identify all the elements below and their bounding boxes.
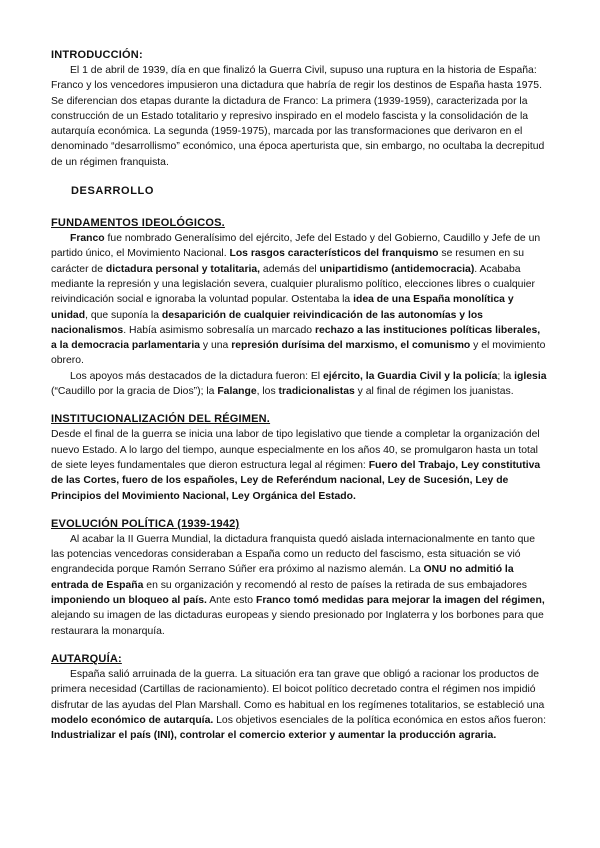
text-run: . Acababa mediante la represión y una legislación severa, cualquier pluralismo político, elecciones libres o cualquier reivindicación social e ignoraba la voluntad popular. Ostentaba la: [51, 263, 536, 306]
text-run: Los objetivos esenciales de la política económica en estos años fueron:: [213, 714, 546, 726]
text-run: , que suponía la: [85, 309, 162, 321]
section-introduccion: [51, 48, 548, 170]
bold-text-run: dictadura personal y totalitaria,: [105, 263, 261, 275]
bold-text-run: Franco tomó medidas para mejorar la imagen del régimen,: [255, 595, 545, 607]
bold-text-run: iglesia: [514, 370, 547, 382]
bold-text-run: Los rasgos característicos del franquismo: [229, 248, 439, 260]
section-evolucion: [51, 517, 548, 639]
bold-text-run: Falange: [217, 386, 257, 398]
bold-text-run: ONU no admitió la entrada de España: [51, 564, 514, 591]
bold-text-run: Industrializar el país (INI), controlar el comercio exterior y aumentar la producción agraria.: [51, 730, 497, 742]
autarquia-paragraph: [51, 667, 548, 743]
heading-introduccion: INTRODUCCIÓN:: [51, 49, 143, 61]
heading-autarquia: AUTARQUÍA:: [51, 652, 122, 665]
text-run: y una: [200, 340, 232, 352]
text-run: . Había asimismo sobresalía un marcado: [123, 324, 315, 336]
bold-text-run: Franco: [70, 233, 105, 245]
heading-fundamentos: FUNDAMENTOS IDEOLÓGICOS.: [51, 217, 225, 230]
text-run: Al acabar la II Guerra Mundial, la dictadura franquista quedó aislada internacionalmente en tanto que las potencias vencedoras consideraban a España como un reducto del fascismo, esta situación se vió engrandecida porque Ramón Serrano Súñer era próximo al nazismo alemán. La: [51, 533, 535, 576]
text-run: alejando su imagen de las dictaduras europeas y siendo presionado por Inglaterra y los borbones para que restaurara la monarquía.: [51, 610, 544, 637]
text-run: Los apoyos más destacados de la dictadura fueron: El: [70, 370, 323, 382]
bold-text-run: Fuero del Trabajo, Ley constitutiva de las Cortes, fuero de los españoles, Ley de Referéndum nacional, Ley de Sucesión, Ley de Principios del Movimiento Nacional, Ley Orgánica del Estado.: [51, 459, 541, 502]
evolucion-paragraph: [51, 532, 548, 639]
bold-text-run: tradicionalistas: [278, 386, 355, 398]
text-run: España salió arruinada de la guerra. La situación era tan grave que obligó a racionar los productos de primera necesidad (Cartillas de racionamiento). El boicot político decretado contra el régimen nos impidió disfrutar de las ayudas del Plan Marshall. Como es habitual en los regímenes totalitarios, se estableció una: [51, 668, 545, 711]
text-run: en su organización y recomendó al resto de países la retirada de sus embajadores: [143, 579, 527, 591]
fundamentos-paragraph-1: [51, 231, 548, 369]
fundamentos-paragraph-2: [51, 369, 548, 400]
bold-text-run: idea de una España monolítica y unidad: [51, 294, 514, 321]
text-run: además del: [260, 263, 320, 275]
heading-desarrollo: DESARROLLO: [71, 185, 154, 198]
text-run: fue nombrado Generalísimo del ejército, Jefe del Estado y del Gobierno, Caudillo y Jefe de un partido único, el Movimiento Nacional.: [51, 233, 541, 260]
section-institucionalizacion: [51, 412, 548, 503]
text-run: , los: [256, 386, 279, 398]
bold-text-run: rechazo a las instituciones políticas liberales, a la democracia parlamentaria: [51, 324, 541, 352]
text-run: se resumen en su carácter de: [51, 248, 524, 275]
heading-evolucion: EVOLUCIÓN POLÍTICA (1939-1942): [51, 517, 240, 530]
bold-text-run: modelo económico de autarquía.: [51, 714, 214, 726]
bold-text-run: imponiendo un bloqueo al país.: [51, 595, 207, 607]
text-run: Desde el final de la guerra se inicia una labor de tipo legislativo que tiende a completar la organización del nuevo Estado. A lo largo del tiempo, aunque especialmente en los años 40, se promulgaron hasta un total de siete leyes fundamentales que dieron estructura legal al régimen:: [51, 429, 540, 471]
section-fundamentos: [51, 216, 548, 399]
text-run: (“Caudillo por la gracia de Dios”); la: [51, 386, 218, 398]
text-run: y el movimiento obrero.: [51, 340, 546, 367]
text-run: y al final de régimen los juanistas.: [354, 386, 514, 398]
text-run: Ante esto: [206, 595, 256, 607]
bold-text-run: unipartidismo (antidemocracia): [319, 263, 475, 275]
heading-institucionalizacion: INSTITUCIONALIZACIÓN DEL RÉGIMEN.: [51, 413, 271, 426]
bold-text-run: desaparición de cualquier reivindicación de las autonomías y los nacionalismos: [51, 309, 483, 336]
bold-text-run: ejército, la Guardia Civil y la policía: [323, 370, 498, 382]
text-run: ; la: [497, 370, 515, 382]
institucionalizacion-paragraph: [51, 427, 548, 503]
section-autarquia: [51, 652, 548, 743]
intro-paragraph: El 1 de abril de 1939, día en que finalizó la Guerra Civil, supuso una ruptura en la historia de España: Franco y los vencedores impusieron una dictadura que habría de regir los destinos de España hasta 1975. Se diferencian dos etapas durante la dictadura de Franco: La primera (1939-1959), caracterizada por la construcción de un Estado totalitario y represivo inspirado en el modelo fascista y la consolidación de la autarquía económica. La segunda (1959-1975), marcada por las transformaciones que derivaron en el denominado “desarrollismo” económico, una época aperturista que, sin embargo, no ocultaba la decrepitud de un régimen franquista.: [51, 65, 545, 168]
bold-text-run: represión durísima del marxismo, el comunismo: [231, 340, 471, 352]
